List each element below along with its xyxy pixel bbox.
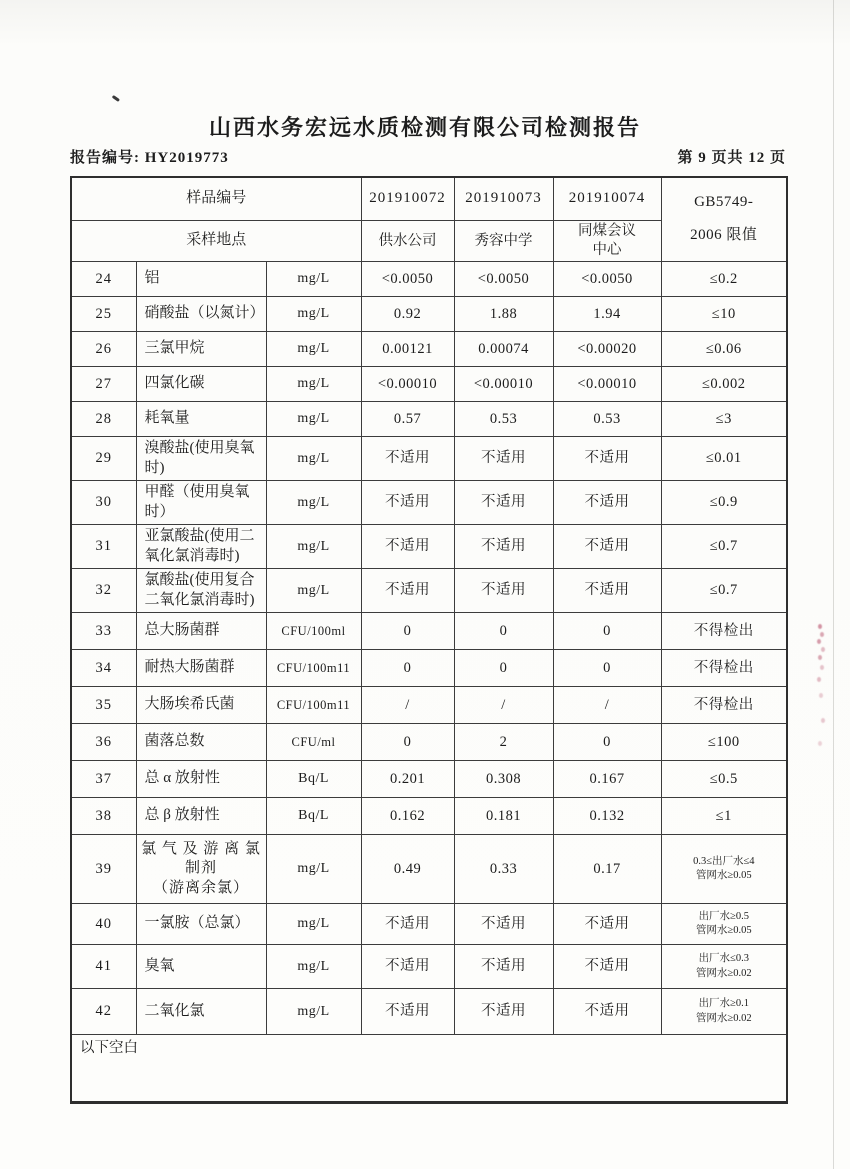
cell-value-2: 0.33 bbox=[454, 835, 553, 904]
table-row bbox=[71, 904, 787, 945]
table-row bbox=[71, 367, 787, 402]
cell-row-number: 36 bbox=[71, 724, 136, 761]
header-limit-cell bbox=[661, 177, 787, 262]
cell-unit: CFU/ml bbox=[266, 724, 361, 761]
cell-value-3: 不适用 bbox=[553, 569, 661, 613]
cell-row-number: 40 bbox=[71, 904, 136, 945]
cell-unit: mg/L bbox=[266, 569, 361, 613]
cell-row-number: 30 bbox=[71, 481, 136, 525]
cell-value-2: 1.88 bbox=[454, 297, 553, 332]
cell-unit: mg/L bbox=[266, 945, 361, 989]
cell-row-number: 24 bbox=[71, 262, 136, 297]
cell-item-name: 铝 bbox=[136, 262, 266, 297]
header-site-2: 秀容中学 bbox=[454, 221, 553, 262]
cell-value-3: 0 bbox=[553, 650, 661, 687]
header-sample-no-label: 样品编号 bbox=[71, 177, 361, 221]
table-row bbox=[71, 687, 787, 724]
cell-value-2: <0.0050 bbox=[454, 262, 553, 297]
cell-item-name: 溴酸盐(使用臭氧 时) bbox=[136, 437, 266, 481]
table-row bbox=[71, 650, 787, 687]
cell-value-2: 不适用 bbox=[454, 525, 553, 569]
cell-item-name: 氯酸盐(使用复合 二氧化氯消毒时) bbox=[136, 569, 266, 613]
table-row bbox=[71, 525, 787, 569]
cell-unit: CFU/100ml bbox=[266, 613, 361, 650]
cell-row-number: 25 bbox=[71, 297, 136, 332]
cell-limit: ≤0.7 bbox=[661, 569, 787, 613]
table-row bbox=[71, 835, 787, 904]
cell-value-3: 不适用 bbox=[553, 481, 661, 525]
cell-item-name: 二氧化氯 bbox=[136, 989, 266, 1035]
cell-value-2: 0 bbox=[454, 650, 553, 687]
cell-value-3: 0 bbox=[553, 724, 661, 761]
header-site-1: 供水公司 bbox=[361, 221, 454, 262]
cell-row-number: 28 bbox=[71, 402, 136, 437]
cell-unit: mg/L bbox=[266, 402, 361, 437]
cell-limit: ≤0.9 bbox=[661, 481, 787, 525]
cell-value-1: 0.201 bbox=[361, 761, 454, 798]
cell-limit: ≤0.5 bbox=[661, 761, 787, 798]
cell-unit: mg/L bbox=[266, 481, 361, 525]
cell-value-1: 0.162 bbox=[361, 798, 454, 835]
cell-item-name: 氯 气 及 游 离 氯 制剂 （游离余氯） bbox=[136, 835, 266, 904]
cell-value-1: 0 bbox=[361, 724, 454, 761]
table-row-blank bbox=[71, 1035, 787, 1103]
meta-row bbox=[70, 146, 786, 167]
cell-value-1: 0.57 bbox=[361, 402, 454, 437]
cell-value-3: 0 bbox=[553, 613, 661, 650]
cell-value-2: 不适用 bbox=[454, 437, 553, 481]
cell-unit: mg/L bbox=[266, 297, 361, 332]
cell-limit: 不得检出 bbox=[661, 687, 787, 724]
limit-header-line2: 2006 限值 bbox=[690, 227, 758, 244]
cell-row-number: 35 bbox=[71, 687, 136, 724]
cell-limit: 不得检出 bbox=[661, 613, 787, 650]
cell-value-3: <0.0050 bbox=[553, 262, 661, 297]
cell-item-name: 总大肠菌群 bbox=[136, 613, 266, 650]
cell-row-number: 37 bbox=[71, 761, 136, 798]
cell-item-name: 一氯胺（总氯） bbox=[136, 904, 266, 945]
cell-value-1: 0.92 bbox=[361, 297, 454, 332]
table-row bbox=[71, 402, 787, 437]
table-row bbox=[71, 945, 787, 989]
cell-limit: 出厂水≥0.1 管网水≥0.02 bbox=[661, 989, 787, 1035]
cell-limit: 出厂水≤0.3 管网水≥0.02 bbox=[661, 945, 787, 989]
cell-limit: ≤1 bbox=[661, 798, 787, 835]
cell-limit: 不得检出 bbox=[661, 650, 787, 687]
red-stamp-artifact bbox=[818, 624, 822, 629]
cell-value-3: 0.132 bbox=[553, 798, 661, 835]
cell-item-name: 亚氯酸盐(使用二 氧化氯消毒时) bbox=[136, 525, 266, 569]
table-row bbox=[71, 613, 787, 650]
scan-edge-line bbox=[833, 0, 834, 1169]
cell-value-1: 0.00121 bbox=[361, 332, 454, 367]
cell-value-3: 不适用 bbox=[553, 904, 661, 945]
cell-unit: mg/L bbox=[266, 525, 361, 569]
table-row bbox=[71, 989, 787, 1035]
header-sample-id-2: 201910073 bbox=[454, 177, 553, 221]
header-sample-id-1: 201910072 bbox=[361, 177, 454, 221]
cell-unit: CFU/100m11 bbox=[266, 687, 361, 724]
table-row bbox=[71, 569, 787, 613]
cell-value-3: 0.53 bbox=[553, 402, 661, 437]
cell-limit: ≤0.06 bbox=[661, 332, 787, 367]
cell-row-number: 39 bbox=[71, 835, 136, 904]
table-row bbox=[71, 332, 787, 367]
cell-limit: 出厂水≥0.5 管网水≥0.05 bbox=[661, 904, 787, 945]
table-row bbox=[71, 798, 787, 835]
cell-row-number: 32 bbox=[71, 569, 136, 613]
cell-unit: Bq/L bbox=[266, 761, 361, 798]
cell-row-number: 31 bbox=[71, 525, 136, 569]
cell-unit: mg/L bbox=[266, 262, 361, 297]
cell-value-3: 0.167 bbox=[553, 761, 661, 798]
cell-unit: mg/L bbox=[266, 437, 361, 481]
cell-value-2: 0.308 bbox=[454, 761, 553, 798]
cell-value-2: 不适用 bbox=[454, 945, 553, 989]
cell-value-1: 不适用 bbox=[361, 569, 454, 613]
cell-limit: ≤3 bbox=[661, 402, 787, 437]
cell-limit: ≤0.002 bbox=[661, 367, 787, 402]
cell-row-number: 42 bbox=[71, 989, 136, 1035]
cell-item-name: 耗氧量 bbox=[136, 402, 266, 437]
cell-value-3: 不适用 bbox=[553, 989, 661, 1035]
cell-limit: ≤0.7 bbox=[661, 525, 787, 569]
table-row bbox=[71, 437, 787, 481]
cell-value-2: 不适用 bbox=[454, 569, 553, 613]
table-row bbox=[71, 262, 787, 297]
cell-value-1: 不适用 bbox=[361, 481, 454, 525]
cell-value-2: 0.181 bbox=[454, 798, 553, 835]
cell-item-name: 总 α 放射性 bbox=[136, 761, 266, 798]
footer-note-cell: 以下空白 bbox=[71, 1035, 787, 1103]
cell-unit: mg/L bbox=[266, 989, 361, 1035]
limit-header-wrap bbox=[665, 180, 784, 260]
cell-value-3: <0.00020 bbox=[553, 332, 661, 367]
cell-limit: ≤0.01 bbox=[661, 437, 787, 481]
cell-item-name: 四氯化碳 bbox=[136, 367, 266, 402]
cell-limit: ≤10 bbox=[661, 297, 787, 332]
cell-row-number: 27 bbox=[71, 367, 136, 402]
cell-item-name: 臭氧 bbox=[136, 945, 266, 989]
limit-header-line1: GB5749- bbox=[694, 194, 754, 211]
cell-row-number: 26 bbox=[71, 332, 136, 367]
cell-value-2: 0.00074 bbox=[454, 332, 553, 367]
cell-row-number: 41 bbox=[71, 945, 136, 989]
cell-value-1: / bbox=[361, 687, 454, 724]
cell-row-number: 33 bbox=[71, 613, 136, 650]
cell-value-2: 不适用 bbox=[454, 481, 553, 525]
cell-item-name: 甲醛（使用臭氧 时） bbox=[136, 481, 266, 525]
cell-row-number: 34 bbox=[71, 650, 136, 687]
header-row-sample-ids bbox=[71, 177, 787, 221]
results-table bbox=[70, 176, 788, 1104]
cell-value-1: 不适用 bbox=[361, 989, 454, 1035]
cell-value-1: 0.49 bbox=[361, 835, 454, 904]
cell-limit: ≤0.2 bbox=[661, 262, 787, 297]
header-sample-id-3: 201910074 bbox=[553, 177, 661, 221]
scan-tick-mark bbox=[112, 95, 120, 102]
cell-limit: 0.3≤出厂水≤4 管网水≥0.05 bbox=[661, 835, 787, 904]
cell-item-name: 硝酸盐（以氮计） bbox=[136, 297, 266, 332]
cell-value-2: 0 bbox=[454, 613, 553, 650]
cell-value-3: 不适用 bbox=[553, 437, 661, 481]
cell-unit: CFU/100m11 bbox=[266, 650, 361, 687]
cell-value-1: 不适用 bbox=[361, 904, 454, 945]
cell-value-1: 0 bbox=[361, 613, 454, 650]
cell-value-2: / bbox=[454, 687, 553, 724]
cell-value-1: <0.00010 bbox=[361, 367, 454, 402]
cell-item-name: 耐热大肠菌群 bbox=[136, 650, 266, 687]
header-site-label: 采样地点 bbox=[71, 221, 361, 262]
cell-value-3: 0.17 bbox=[553, 835, 661, 904]
cell-value-2: 0.53 bbox=[454, 402, 553, 437]
cell-value-3: 不适用 bbox=[553, 945, 661, 989]
cell-unit: Bq/L bbox=[266, 798, 361, 835]
header-site-3: 同煤会议 中心 bbox=[553, 221, 661, 262]
cell-unit: mg/L bbox=[266, 367, 361, 402]
report-number: 报告编号: HY2019773 bbox=[70, 150, 229, 166]
table-row bbox=[71, 481, 787, 525]
cell-value-2: 2 bbox=[454, 724, 553, 761]
cell-value-1: 不适用 bbox=[361, 945, 454, 989]
cell-item-name: 总 β 放射性 bbox=[136, 798, 266, 835]
page-title: 山西水务宏远水质检测有限公司检测报告 bbox=[208, 114, 641, 140]
cell-value-3: <0.00010 bbox=[553, 367, 661, 402]
cell-value-1: 0 bbox=[361, 650, 454, 687]
cell-value-3: 不适用 bbox=[553, 525, 661, 569]
cell-value-2: 不适用 bbox=[454, 989, 553, 1035]
cell-value-2: 不适用 bbox=[454, 904, 553, 945]
cell-limit: ≤100 bbox=[661, 724, 787, 761]
cell-value-1: 不适用 bbox=[361, 525, 454, 569]
cell-value-1: 不适用 bbox=[361, 437, 454, 481]
cell-row-number: 29 bbox=[71, 437, 136, 481]
cell-value-2: <0.00010 bbox=[454, 367, 553, 402]
cell-value-3: / bbox=[553, 687, 661, 724]
cell-value-3: 1.94 bbox=[553, 297, 661, 332]
cell-unit: mg/L bbox=[266, 835, 361, 904]
cell-unit: mg/L bbox=[266, 332, 361, 367]
table-row bbox=[71, 724, 787, 761]
cell-item-name: 大肠埃希氏菌 bbox=[136, 687, 266, 724]
cell-value-1: <0.0050 bbox=[361, 262, 454, 297]
table-row bbox=[71, 761, 787, 798]
cell-item-name: 菌落总数 bbox=[136, 724, 266, 761]
page-indicator: 第 9 页共 12 页 bbox=[677, 150, 786, 166]
cell-item-name: 三氯甲烷 bbox=[136, 332, 266, 367]
cell-row-number: 38 bbox=[71, 798, 136, 835]
cell-unit: mg/L bbox=[266, 904, 361, 945]
table-row bbox=[71, 297, 787, 332]
